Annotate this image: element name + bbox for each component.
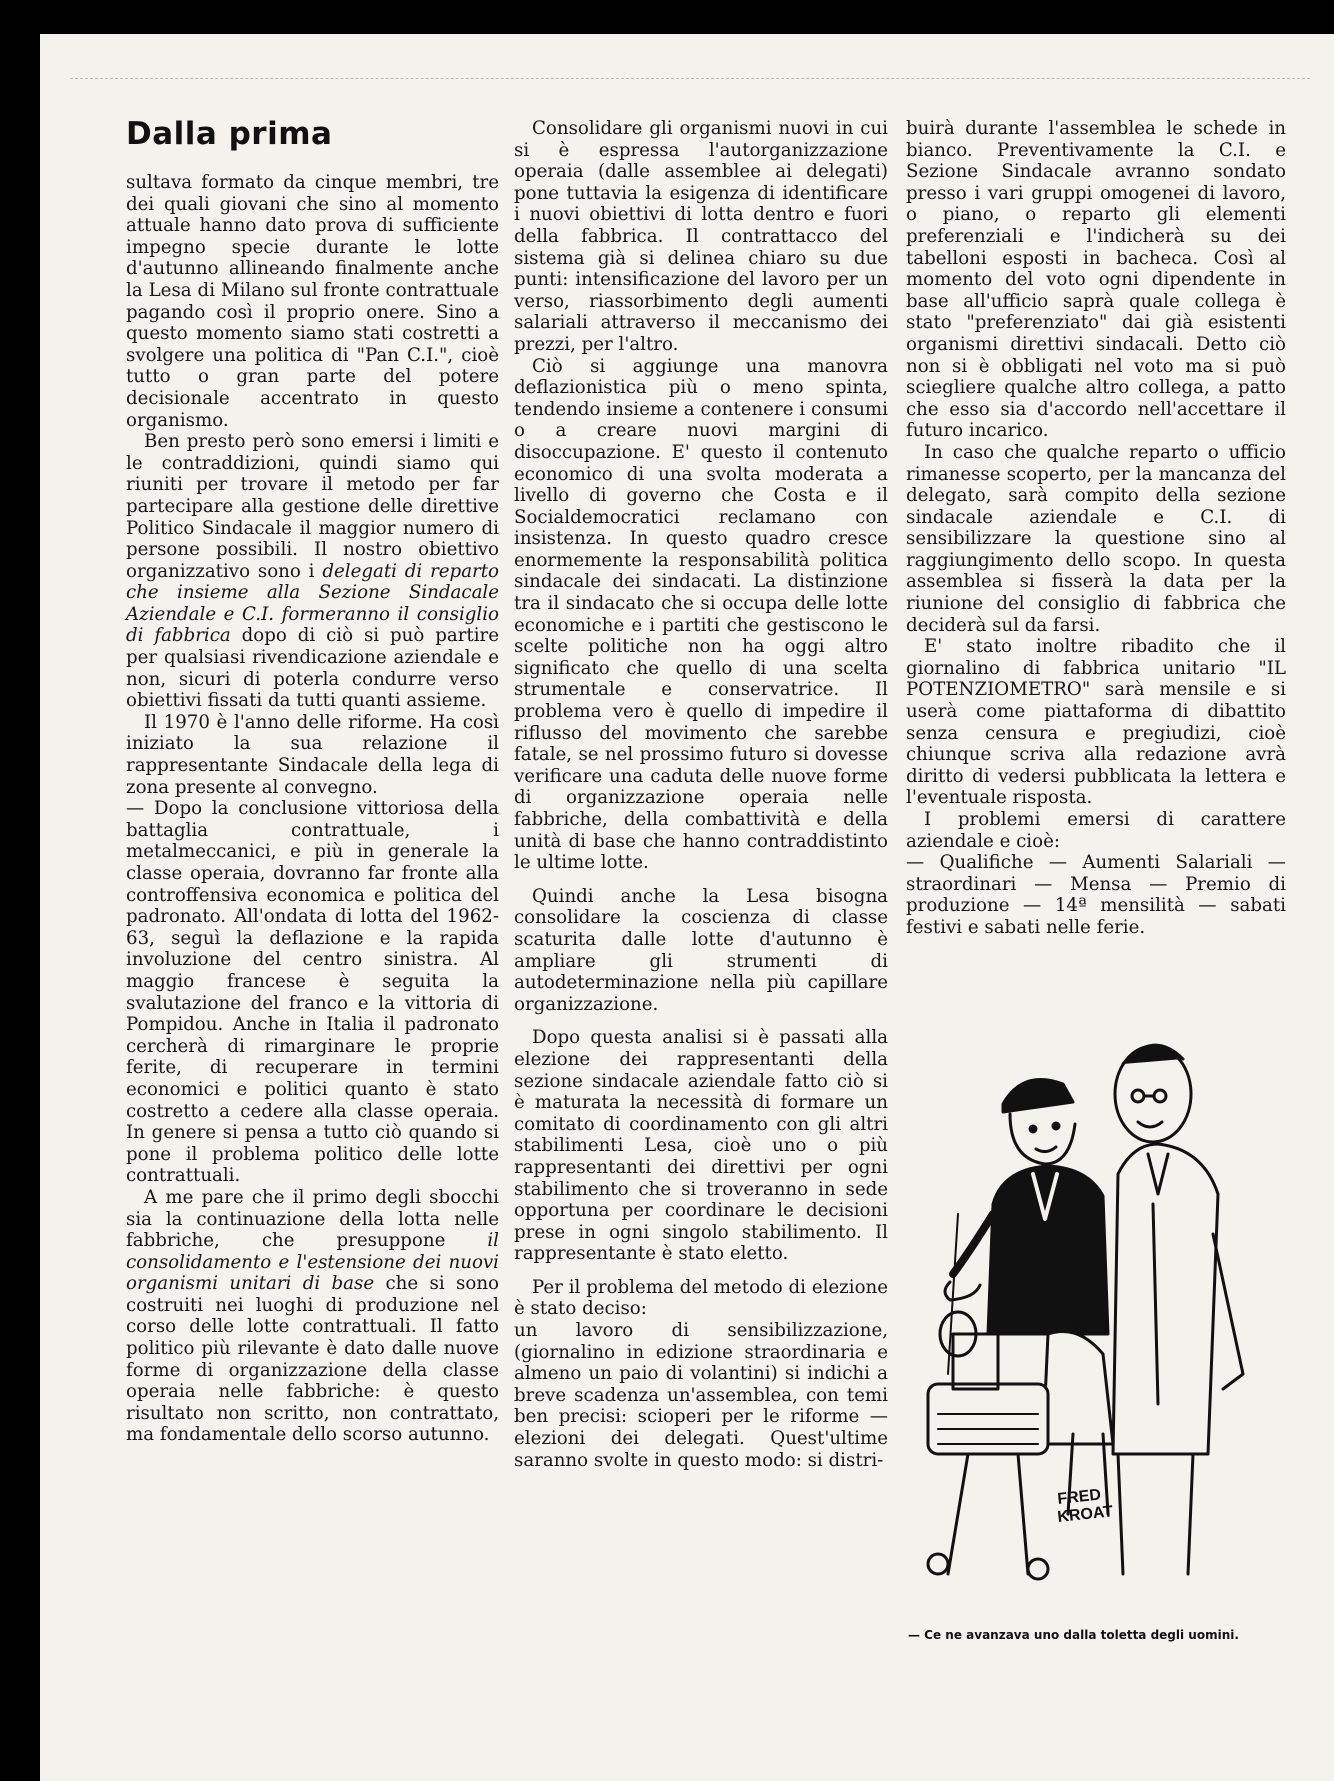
paragraph: Ben presto però sono emersi i limiti e le contraddizioni, quindi siamo qui riuniti per trovare il metodo per far partecipare alla gestione delle direttive Politico Sindacale il maggior numero di persone possibili. Il nostro obiettivo organizzativo sono i delegati di reparto che insieme alla Sezione Sindacale Aziendale e C.I. formeranno il consiglio di fabbrica dopo di ciò si può partire per qualsiasi rivendicazione aziendale e non, sicuri di poterla condurre verso obiettivi fissati da tutti quanti assieme. — [126, 431, 499, 712]
paragraph: E' stato inoltre ribadito che il giornalino di fabbrica unitario "IL POTENZIOMETRO" sarà mensile e si userà come piattaforma di dibattito senza censura e pregiudizi, cioè chiunque scriva alla redazione avrà diritto di vedersi pubblicata la lettera e l'eventuale risposta. — [906, 636, 1286, 809]
cartoon-caption: — Ce ne avanzava uno dalla toletta degli uomini. — [908, 1628, 1239, 1642]
paragraph: buirà durante l'assemblea le schede in bianco. Preventivamente la C.I. e Sezione Sindacale avranno sondato presso i vari gruppi omogenei di lavoro, o piano, o reparto gli elementi preferenziali e l'indicherà su dei tabelloni esposti in bacheca. Così al momento del voto ogni dipendente in base all'ufficio saprà quale collega è stato "preferenziato" dai già esistenti organismi direttivi sindacali. Detto ciò non si è obbligati nel voto ma si può sciegliere qualche altro collega, a patto che esso sia d'accordo nell'accettare il futuro incarico. — [906, 118, 1286, 442]
paragraph: sultava formato da cinque membri, tre dei quali giovani che sino al momento attuale hanno dato prova di sufficiente impegno specie durante le lotte d'autunno allineando finalmente anche la Lesa di Milano sul fronte contrattuale pagando così il proprio onere. Sino a questo momento siamo stati costretti a svolgere una politica di "Pan C.I.", cioè tutto o gran parte del potere decisionale accentrato in questo organismo. — [126, 172, 499, 431]
artist-signature: FRED — [1056, 1486, 1102, 1508]
bald-man — [1113, 1045, 1243, 1574]
top-rule — [70, 78, 1310, 80]
paragraph: Quindi anche la Lesa bisogna consolidare la coscienza di classe scaturita dalle lotte d'autunno è ampliare gli strumenti di autodeterminazione nella più capillare organizzazione. — [514, 885, 888, 1015]
typist-woman — [1043, 1263, 1113, 1514]
paragraph: In caso che qualche reparto o ufficio rimanesse scoperto, per la mancanza del delegato, sarà compito della sezione sindacale aziendale e C.I. di sensibilizzare la questione sino al raggiungimento dello scopo. In questa assemblea si fisserà la data per la riunione del consiglio di fabbrica che deciderà sul da farsi. — [906, 441, 1286, 636]
text-column-2 — [514, 118, 888, 1471]
page-heading: Dalla prima — [126, 116, 333, 152]
paragraph: Per il problema del metodo di elezione è stato deciso: — [514, 1276, 888, 1320]
paragraph: Ciò si aggiunge una manovra deflazionistica più o meno spinta, tendendo insieme a contenere i consumi o a creare nuovi margini di disoccupazione. E' questo il contenuto economico di una svolta moderata a livello di governo che Costa e il Socialdemocratici reclamano con insistenza. In questo quadro cresce enormemente la responsabilità politica sindacale dei sindacati. La distinzione tra il sindacato che si occupa delle lotte economiche e i partiti che gestiscono le scelte politiche non ha oggi altro significato che quello di una scelta strumentale e conservatrice. Il problema vero è quello di impedire il riflusso del movimento che sarebbe fatale, se nel prossimo futuro si dovesse verificare una caduta delle nuove forme di organizzazione operaia nelle fabbriche, della combattività e della unità di base che hanno contraddistinto le ultime lotte. — [514, 355, 888, 874]
paragraph: I problemi emersi di carattere aziendale e cioè: — [906, 809, 1286, 852]
paragraph: un lavoro di sensibilizzazione, (giornalino in edizione straordinaria e almeno un paio di volantini) si indichi a breve scadenza un'assemblea, con temi ben precisi: scioperi per le riforme — elezioni dei delegati. Quest'ultime saranno svolte in questo modo: si distri- — [514, 1320, 888, 1471]
paragraph: A me pare che il primo degli sbocchi sia la continuazione della lotta nelle fabbriche, che presuppone il consolidamento e l'estensione dei nuovi organismi unitari di base che si sono costruiti nei luoghi di produzione nel corso delle lotte contrattuali. Il fatto politico più rilevante è dato dalle nuove forme di organizzazione della classe operaia nelle fabbriche: è questo risultato non scritto, non contrattato, ma fondamentale dello scorso autunno. — [126, 1186, 499, 1446]
paragraph: — Qualifiche — Aumenti Salariali — straordinari — Mensa — Premio di produzione — 14ª mensilità — sabati festivi e sabati nelle ferie. — [906, 852, 1286, 938]
text-column-1 — [126, 172, 499, 1446]
paragraph: Consolidare gli organismi nuovi in cui si è espressa l'autorganizzazione operaia (dalle assemblee ai delegati) pone tuttavia la esigenza di identificare i nuovi obiettivi di lotta dentro e fuori della fabbrica. Il contrattacco del sistema già si delinea chiaro su due punti: intensificazione del lavoro per un verso, riassorbimento degli aumenti salariali attraverso il meccanismo dei prezzi, per l'altro. — [514, 118, 888, 355]
artist-signature-2: KROAT — [1056, 1503, 1114, 1526]
paragraph: — Dopo la conclusione vittoriosa della battaglia contrattuale, i metalmeccanici, e più in generale la classe operaia, dovranno far fronte alla controffensiva economica e politica del padronato. All'ondata di lotta del 1962-63, seguì la deflazione e la rapida involuzione del centro sinistra. Al maggio francese è seguita la svalutazione del franco e la vittoria di Pompidou. Anche in Italia il padronato cercherà di rimarginare le proprie ferite, di recuperare in termini economici e politici quanto è stato costretto a cedere alla classe operaia. In genere si pensa a tutto ciò quando si pone il problema politico delle lotte contrattuali. — [126, 798, 499, 1187]
cartoon-illustration — [898, 1034, 1288, 1604]
paragraph: Il 1970 è l'anno delle riforme. Ha così iniziato la sua relazione il rappresentante Sindacale della lega di zona presente al convegno. — [126, 711, 499, 798]
paragraph: Dopo questa analisi si è passati alla elezione dei rappresentanti della sezione sindacale aziendale fatto ciò si è maturata la necessità di formare un comitato di coordinamento con gli altri stabilimenti Lesa, cioè uno o più rappresentanti dei direttivi per ogni stabilimento che si troveranno in sede opportuna per coordinare le decisioni prese in ogni singolo stabilimento. Il rappresentante è stato eletto. — [514, 1027, 888, 1265]
magazine-page — [40, 34, 1334, 1781]
text-column-3 — [906, 118, 1286, 939]
